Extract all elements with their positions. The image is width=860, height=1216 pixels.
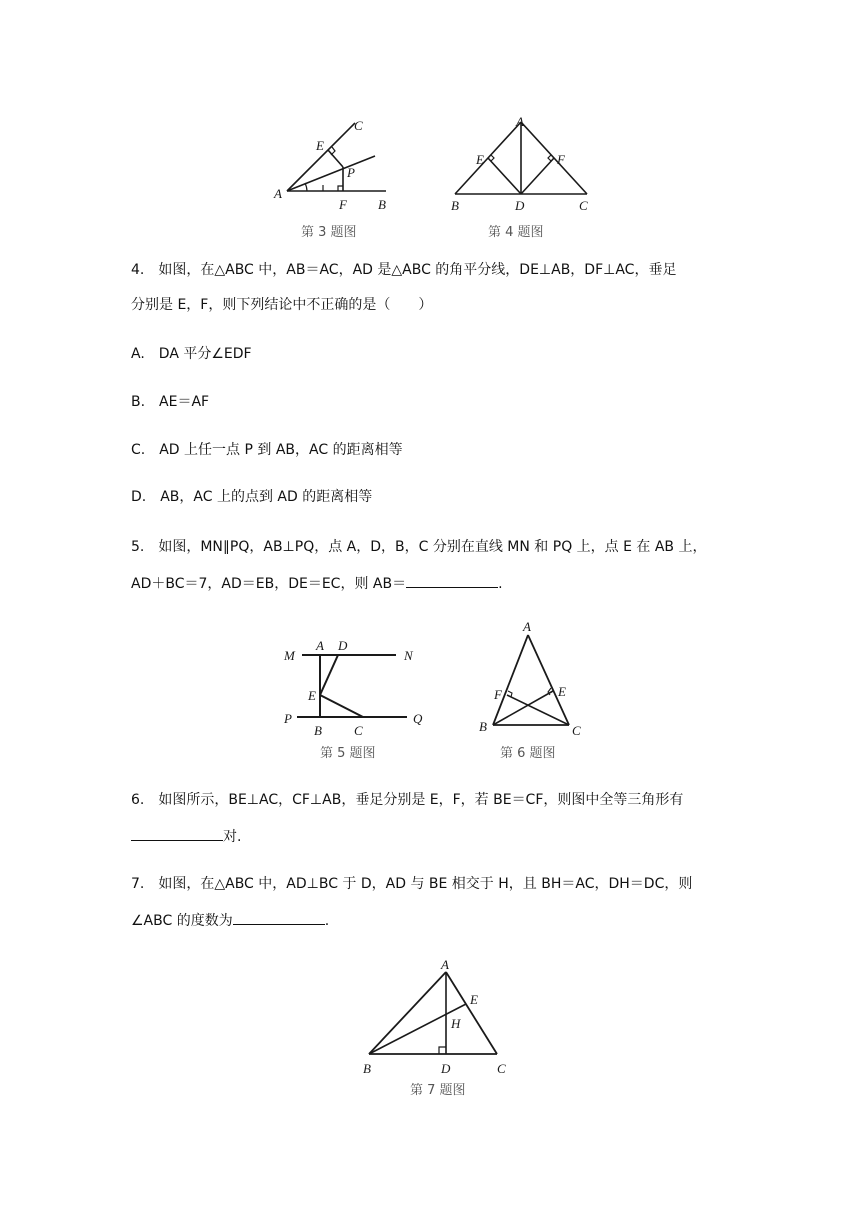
question-7-line-2 [131,910,329,930]
label-A: A [516,114,524,129]
label-B: B [479,719,487,734]
answer-blank-7[interactable] [233,910,325,925]
question-5-line-1: 5. 如图，MN∥PQ，AB⊥PQ，点 A，D，B，C 分别在直线 MN 和 PQ 上，点 E 在 AB 上， [131,539,707,555]
label-F: F [339,197,347,212]
label-B: B [363,1061,371,1076]
answer-blank-6[interactable] [131,826,223,841]
label-N: N [404,648,413,663]
question-4-option-d: D. AB，AC 上的点到 AD 的距离相等 [131,489,373,505]
label-C: C [354,118,363,133]
question-4-line-1: 4. 如图，在△ABC 中，AB＝AC，AD 是△ABC 的角平分线，DE⊥AB，DF⊥AC，垂足 [131,262,677,278]
label-E: E [476,152,484,167]
right-angle-E [331,147,335,155]
label-H: H [451,1016,461,1031]
figure-6 [470,618,590,742]
label-P: P [284,711,292,726]
label-C: C [497,1061,506,1076]
question-4-option-b: B. AE＝AF [131,394,210,410]
label-A: A [523,619,531,634]
figure-5-caption: 第 5 题图 [320,746,376,761]
figure-7-caption: 第 7 题图 [410,1083,466,1098]
segment-PE [328,150,343,167]
right-angle-E [491,155,494,161]
question-6-end: 对. [223,829,242,845]
segment-BE [493,691,553,725]
figure-5 [280,632,430,742]
label-B: B [451,198,459,213]
label-C: C [579,198,588,213]
segment-DF [521,158,554,194]
label-C: C [572,723,581,738]
label-D: D [338,638,348,653]
side-AC [528,635,569,725]
label-E: E [470,992,478,1007]
question-5-line-2 [131,573,503,593]
label-A: A [441,957,449,972]
segment-ED [320,655,338,695]
label-E: E [316,138,324,153]
label-A: A [274,186,282,201]
label-E: E [558,684,566,699]
label-D: D [515,198,525,213]
side-AB [369,972,446,1054]
label-C: C [354,723,363,738]
question-4-line-2: 分别是 E，F，则下列结论中不正确的是（ ） [131,297,433,313]
label-B: B [314,723,322,738]
side-AB [493,635,528,725]
label-Q: Q [413,711,423,726]
question-6-line-1: 6. 如图所示，BE⊥AC，CF⊥AB，垂足分别是 E，F，若 BE＝CF，则图中全等三角形有 [131,792,684,808]
side-AC [446,972,497,1054]
label-D: D [441,1061,451,1076]
label-F: F [557,152,565,167]
right-angle-D [439,1047,446,1054]
label-B: B [378,197,386,212]
figure-4-caption: 第 4 题图 [488,225,544,240]
figure-3-caption: 第 3 题图 [301,225,357,240]
label-A: A [316,638,324,653]
segment-DE [488,158,521,194]
label-P: P [347,165,355,180]
figure-6-caption: 第 6 题图 [500,746,556,761]
question-5-text: AD＋BC＝7，AD＝EB，DE＝EC，则 AB＝ [131,576,407,592]
right-angle-F [548,155,551,161]
figure-4 [445,112,600,217]
question-4-option-c: C. AD 上任一点 P 到 AB，AC 的距离相等 [131,442,403,458]
angle-arc-A [305,183,307,191]
question-7-end: . [324,913,330,929]
question-7-text: ∠ABC 的度数为 [131,913,233,929]
bisector-AP [287,156,375,191]
figure-3 [270,115,400,215]
ray-AC [287,123,355,191]
question-7-line-1: 7. 如图，在△ABC 中，AD⊥BC 于 D，AD 与 BE 相交于 H，且 BH＝AC，DH＝DC，则 [131,876,693,892]
segment-EC [320,695,363,717]
label-E: E [308,688,316,703]
question-4-option-a: A. DA 平分∠EDF [131,346,252,362]
figure-7 [355,955,515,1080]
label-M: M [284,648,295,663]
answer-blank-5[interactable] [406,573,498,588]
question-6-line-2 [131,826,241,846]
question-5-end: . [498,576,503,592]
label-F: F [494,687,502,702]
